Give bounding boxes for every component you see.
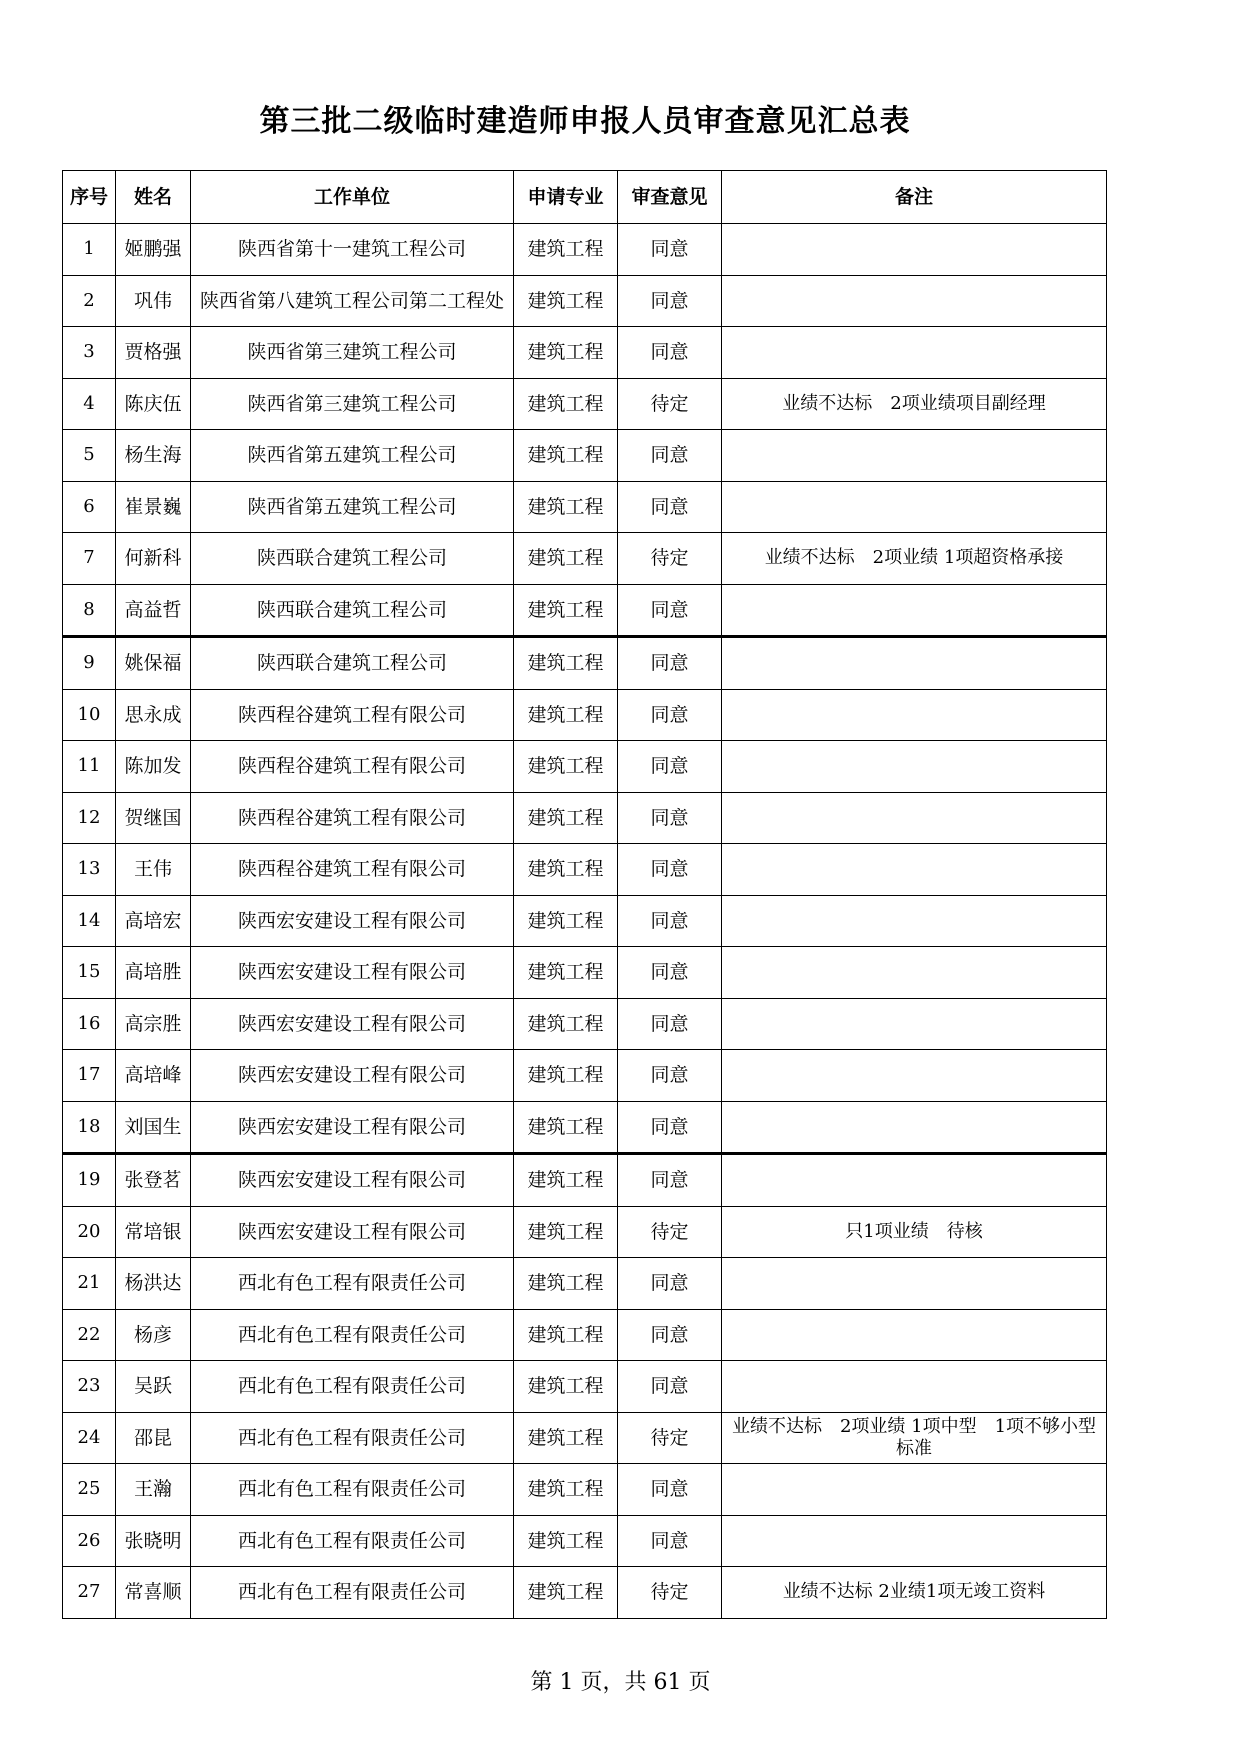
cell-name: 王瀚 <box>116 1464 191 1516</box>
cell-index: 6 <box>63 481 116 533</box>
cell-major: 建筑工程 <box>514 224 618 276</box>
cell-unit: 西北有色工程有限责任公司 <box>191 1412 514 1464</box>
cell-name: 王伟 <box>116 844 191 896</box>
cell-index: 26 <box>63 1515 116 1567</box>
cell-index: 22 <box>63 1309 116 1361</box>
cell-major: 建筑工程 <box>514 1206 618 1258</box>
cell-unit: 陕西程谷建筑工程有限公司 <box>191 792 514 844</box>
cell-unit: 陕西程谷建筑工程有限公司 <box>191 844 514 896</box>
cell-opinion: 待定 <box>618 1567 722 1619</box>
cell-opinion: 同意 <box>618 1050 722 1102</box>
cell-opinion: 同意 <box>618 1309 722 1361</box>
cell-index: 19 <box>63 1154 116 1207</box>
header-unit: 工作单位 <box>191 171 514 224</box>
cell-name: 崔景巍 <box>116 481 191 533</box>
cell-opinion: 同意 <box>618 327 722 379</box>
cell-index: 14 <box>63 895 116 947</box>
cell-index: 11 <box>63 741 116 793</box>
cell-index: 1 <box>63 224 116 276</box>
cell-major: 建筑工程 <box>514 1101 618 1154</box>
cell-opinion: 同意 <box>618 637 722 690</box>
cell-unit: 西北有色工程有限责任公司 <box>191 1567 514 1619</box>
cell-remark <box>722 430 1107 482</box>
cell-unit: 陕西程谷建筑工程有限公司 <box>191 741 514 793</box>
cell-index: 27 <box>63 1567 116 1619</box>
cell-index: 25 <box>63 1464 116 1516</box>
cell-opinion: 同意 <box>618 947 722 999</box>
table-header-row <box>63 171 1107 224</box>
table-row <box>63 378 1107 430</box>
table-row <box>63 275 1107 327</box>
table-row <box>63 895 1107 947</box>
cell-unit: 陕西宏安建设工程有限公司 <box>191 1206 514 1258</box>
cell-opinion: 同意 <box>618 275 722 327</box>
table-row <box>63 327 1107 379</box>
cell-unit: 陕西省第三建筑工程公司 <box>191 378 514 430</box>
cell-remark: 只1项业绩 待核 <box>722 1206 1107 1258</box>
cell-name: 张登茗 <box>116 1154 191 1207</box>
cell-opinion: 待定 <box>618 533 722 585</box>
cell-major: 建筑工程 <box>514 1464 618 1516</box>
table-row <box>63 741 1107 793</box>
cell-unit: 陕西程谷建筑工程有限公司 <box>191 689 514 741</box>
table-row <box>63 998 1107 1050</box>
cell-major: 建筑工程 <box>514 1412 618 1464</box>
cell-unit: 陕西宏安建设工程有限公司 <box>191 947 514 999</box>
cell-major: 建筑工程 <box>514 998 618 1050</box>
cell-unit: 西北有色工程有限责任公司 <box>191 1515 514 1567</box>
cell-remark <box>722 1154 1107 1207</box>
cell-remark <box>722 275 1107 327</box>
cell-index: 7 <box>63 533 116 585</box>
cell-major: 建筑工程 <box>514 895 618 947</box>
cell-unit: 陕西省第八建筑工程公司第二工程处 <box>191 275 514 327</box>
cell-index: 10 <box>63 689 116 741</box>
cell-name: 姬鹏强 <box>116 224 191 276</box>
table-row <box>63 1050 1107 1102</box>
cell-opinion: 同意 <box>618 1515 722 1567</box>
cell-index: 15 <box>63 947 116 999</box>
cell-opinion: 同意 <box>618 792 722 844</box>
table-row <box>63 947 1107 999</box>
cell-opinion: 同意 <box>618 1258 722 1310</box>
cell-opinion: 同意 <box>618 1464 722 1516</box>
cell-remark <box>722 741 1107 793</box>
cell-opinion: 同意 <box>618 481 722 533</box>
cell-opinion: 同意 <box>618 1154 722 1207</box>
cell-unit: 陕西宏安建设工程有限公司 <box>191 1101 514 1154</box>
cell-remark <box>722 1309 1107 1361</box>
cell-remark <box>722 844 1107 896</box>
cell-remark <box>722 637 1107 690</box>
review-summary-table <box>62 170 1107 1619</box>
page-title: 第三批二级临时建造师申报人员审查意见汇总表 <box>259 104 911 139</box>
cell-opinion: 同意 <box>618 1101 722 1154</box>
cell-opinion: 同意 <box>618 844 722 896</box>
header-major: 申请专业 <box>514 171 618 224</box>
table-row <box>63 1567 1107 1619</box>
cell-major: 建筑工程 <box>514 1309 618 1361</box>
cell-major: 建筑工程 <box>514 430 618 482</box>
cell-remark <box>722 1258 1107 1310</box>
cell-remark <box>722 689 1107 741</box>
cell-major: 建筑工程 <box>514 1154 618 1207</box>
table-row <box>63 1515 1107 1567</box>
cell-index: 18 <box>63 1101 116 1154</box>
table-row <box>63 1258 1107 1310</box>
cell-unit: 西北有色工程有限责任公司 <box>191 1258 514 1310</box>
cell-name: 吴跃 <box>116 1361 191 1413</box>
cell-major: 建筑工程 <box>514 689 618 741</box>
cell-major: 建筑工程 <box>514 1258 618 1310</box>
cell-remark <box>722 1101 1107 1154</box>
cell-unit: 陕西联合建筑工程公司 <box>191 637 514 690</box>
cell-name: 贺继国 <box>116 792 191 844</box>
cell-index: 13 <box>63 844 116 896</box>
cell-remark <box>722 584 1107 637</box>
cell-unit: 陕西省第十一建筑工程公司 <box>191 224 514 276</box>
cell-major: 建筑工程 <box>514 1050 618 1102</box>
cell-major: 建筑工程 <box>514 327 618 379</box>
table-row <box>63 584 1107 637</box>
header-opinion: 审查意见 <box>618 171 722 224</box>
cell-major: 建筑工程 <box>514 947 618 999</box>
cell-remark <box>722 224 1107 276</box>
cell-major: 建筑工程 <box>514 533 618 585</box>
cell-name: 陈加发 <box>116 741 191 793</box>
table-row <box>63 1206 1107 1258</box>
cell-name: 刘国生 <box>116 1101 191 1154</box>
cell-unit: 陕西省第五建筑工程公司 <box>191 430 514 482</box>
table-row <box>63 844 1107 896</box>
table-row <box>63 1101 1107 1154</box>
header-remark: 备注 <box>722 171 1107 224</box>
cell-index: 24 <box>63 1412 116 1464</box>
cell-remark: 业绩不达标 2项业绩项目副经理 <box>722 378 1107 430</box>
cell-opinion: 同意 <box>618 998 722 1050</box>
cell-name: 高培宏 <box>116 895 191 947</box>
cell-remark: 业绩不达标 2项业绩 1项超资格承接 <box>722 533 1107 585</box>
cell-major: 建筑工程 <box>514 1567 618 1619</box>
cell-major: 建筑工程 <box>514 584 618 637</box>
cell-index: 20 <box>63 1206 116 1258</box>
cell-name: 邵昆 <box>116 1412 191 1464</box>
cell-name: 贾格强 <box>116 327 191 379</box>
cell-opinion: 同意 <box>618 741 722 793</box>
cell-opinion: 待定 <box>618 1206 722 1258</box>
cell-remark <box>722 327 1107 379</box>
cell-name: 高培胜 <box>116 947 191 999</box>
cell-index: 23 <box>63 1361 116 1413</box>
cell-index: 16 <box>63 998 116 1050</box>
cell-major: 建筑工程 <box>514 792 618 844</box>
cell-major: 建筑工程 <box>514 637 618 690</box>
header-index: 序号 <box>63 171 116 224</box>
cell-index: 5 <box>63 430 116 482</box>
cell-name: 常培银 <box>116 1206 191 1258</box>
cell-opinion: 同意 <box>618 224 722 276</box>
table-row <box>63 533 1107 585</box>
cell-index: 9 <box>63 637 116 690</box>
cell-name: 杨洪达 <box>116 1258 191 1310</box>
cell-opinion: 同意 <box>618 430 722 482</box>
table-row <box>63 792 1107 844</box>
cell-major: 建筑工程 <box>514 741 618 793</box>
cell-name: 思永成 <box>116 689 191 741</box>
table-row <box>63 637 1107 690</box>
table-row <box>63 689 1107 741</box>
table-row <box>63 1412 1107 1464</box>
cell-name: 姚保福 <box>116 637 191 690</box>
cell-unit: 西北有色工程有限责任公司 <box>191 1361 514 1413</box>
page-footer: 第 1 页，共 61 页 <box>530 1670 711 1695</box>
cell-name: 高益哲 <box>116 584 191 637</box>
cell-major: 建筑工程 <box>514 844 618 896</box>
cell-remark <box>722 947 1107 999</box>
cell-index: 3 <box>63 327 116 379</box>
cell-index: 17 <box>63 1050 116 1102</box>
cell-unit: 陕西宏安建设工程有限公司 <box>191 895 514 947</box>
cell-unit: 陕西宏安建设工程有限公司 <box>191 1050 514 1102</box>
cell-name: 何新科 <box>116 533 191 585</box>
cell-major: 建筑工程 <box>514 378 618 430</box>
cell-major: 建筑工程 <box>514 1515 618 1567</box>
cell-name: 高宗胜 <box>116 998 191 1050</box>
cell-name: 张晓明 <box>116 1515 191 1567</box>
cell-remark <box>722 1464 1107 1516</box>
cell-unit: 陕西省第三建筑工程公司 <box>191 327 514 379</box>
cell-unit: 西北有色工程有限责任公司 <box>191 1309 514 1361</box>
table-row <box>63 1361 1107 1413</box>
cell-opinion: 同意 <box>618 895 722 947</box>
cell-opinion: 同意 <box>618 1361 722 1413</box>
cell-major: 建筑工程 <box>514 1361 618 1413</box>
cell-unit: 陕西联合建筑工程公司 <box>191 533 514 585</box>
cell-remark <box>722 792 1107 844</box>
cell-name: 杨彦 <box>116 1309 191 1361</box>
table-row <box>63 1154 1107 1207</box>
cell-unit: 陕西宏安建设工程有限公司 <box>191 998 514 1050</box>
cell-index: 2 <box>63 275 116 327</box>
cell-name: 常喜顺 <box>116 1567 191 1619</box>
cell-unit: 陕西省第五建筑工程公司 <box>191 481 514 533</box>
cell-unit: 西北有色工程有限责任公司 <box>191 1464 514 1516</box>
cell-name: 巩伟 <box>116 275 191 327</box>
cell-index: 12 <box>63 792 116 844</box>
table-row <box>63 1309 1107 1361</box>
cell-remark <box>722 1361 1107 1413</box>
table-row <box>63 224 1107 276</box>
cell-name: 高培峰 <box>116 1050 191 1102</box>
cell-remark <box>722 1050 1107 1102</box>
cell-remark: 业绩不达标 2项业绩 1项中型 1项不够小型标准 <box>722 1412 1107 1464</box>
cell-index: 8 <box>63 584 116 637</box>
cell-name: 陈庆伍 <box>116 378 191 430</box>
cell-opinion: 同意 <box>618 584 722 637</box>
cell-major: 建筑工程 <box>514 275 618 327</box>
cell-remark <box>722 481 1107 533</box>
cell-name: 杨生海 <box>116 430 191 482</box>
cell-remark: 业绩不达标 2业绩1项无竣工资料 <box>722 1567 1107 1619</box>
cell-unit: 陕西联合建筑工程公司 <box>191 584 514 637</box>
cell-index: 21 <box>63 1258 116 1310</box>
cell-remark <box>722 1515 1107 1567</box>
cell-opinion: 同意 <box>618 689 722 741</box>
table-row <box>63 1464 1107 1516</box>
cell-remark <box>722 998 1107 1050</box>
cell-opinion: 待定 <box>618 378 722 430</box>
cell-unit: 陕西宏安建设工程有限公司 <box>191 1154 514 1207</box>
cell-index: 4 <box>63 378 116 430</box>
cell-remark <box>722 895 1107 947</box>
cell-major: 建筑工程 <box>514 481 618 533</box>
table-row <box>63 481 1107 533</box>
cell-opinion: 待定 <box>618 1412 722 1464</box>
header-name: 姓名 <box>116 171 191 224</box>
table-row <box>63 430 1107 482</box>
